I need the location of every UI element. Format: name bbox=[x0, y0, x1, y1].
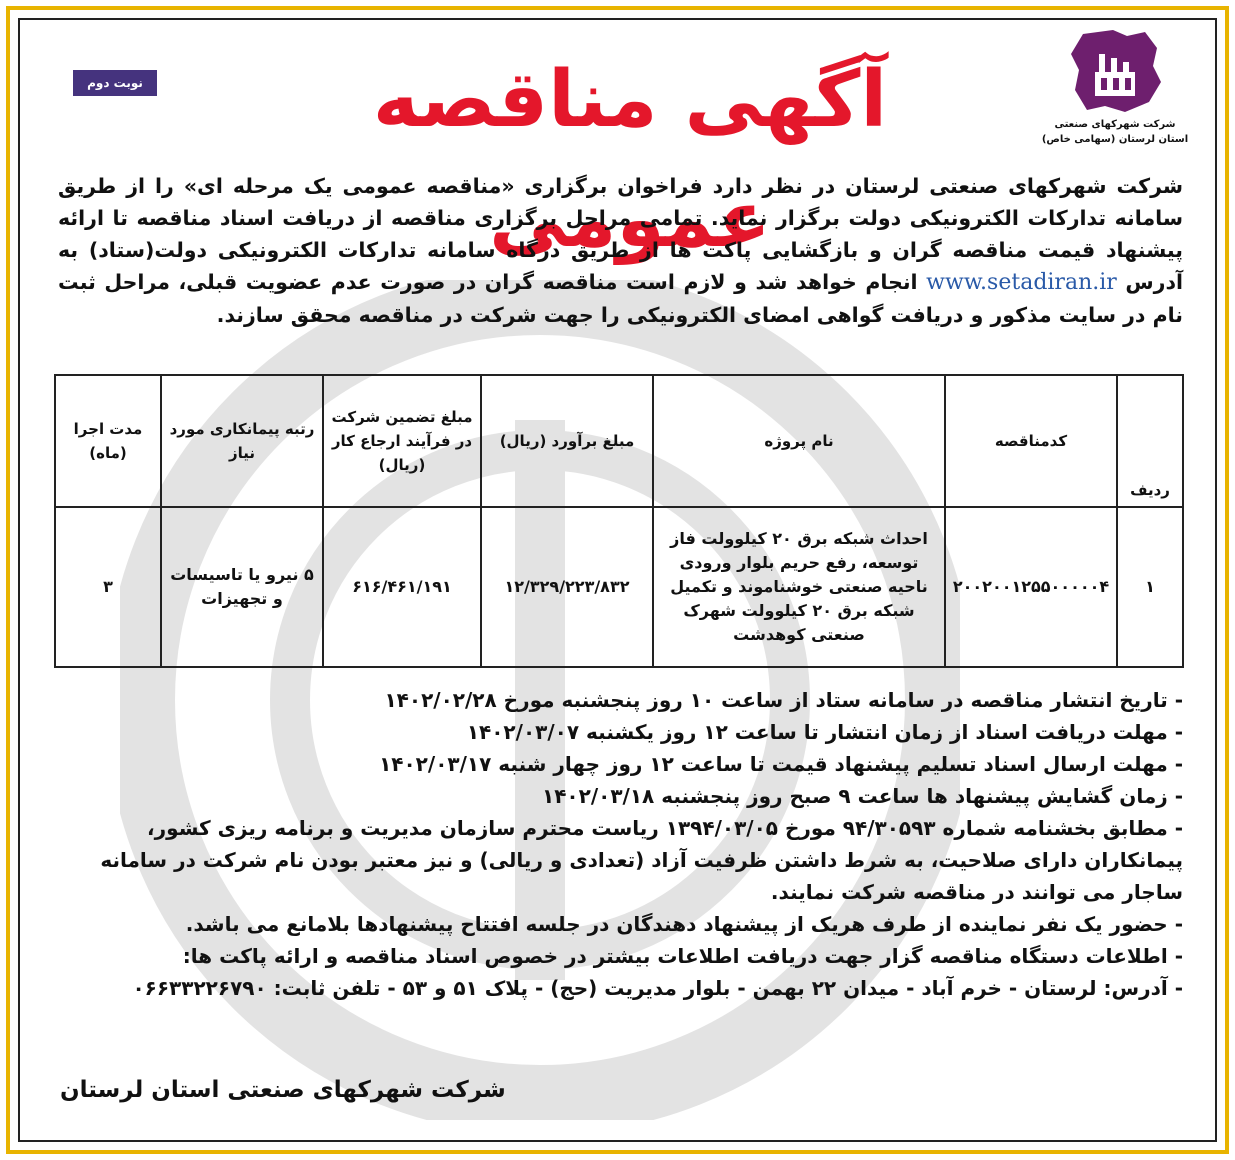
header-estimate: مبلغ برآورد (ریال) bbox=[481, 375, 653, 507]
condition-representative: - حضور یک نفر نماینده از طرف هریک از پیشنهاد دهندگان در جلسه افتتاح پیشنهادها بلامانع می باشد. bbox=[185, 912, 1183, 936]
page-title: آگهی مناقصه عمومی bbox=[372, 55, 888, 265]
cell-project-name: احداث شبکه برق ۲۰ کیلوولت فاز توسعه، رفع حریم بلوار ورودی ناحیه صنعتی خوشناموند و تکمیل شبکه برق ۲۰ کیلوولت شهرک صنعتی کوهدشت bbox=[653, 507, 945, 667]
header-contractor-grade: رتبه پیمانکاری مورد نیاز bbox=[161, 375, 323, 507]
cell-contractor-grade: ۵ نیرو یا تاسیسات و تجهیزات bbox=[161, 507, 323, 667]
header-duration: مدت اجرا (ماه) bbox=[55, 375, 161, 507]
header-tender-code: کدمناقصه bbox=[945, 375, 1117, 507]
condition-submission-deadline: - مهلت ارسال اسناد تسلیم پیشنهاد قیمت تا ساعت ۱۲ روز چهار شنبه ۱۴۰۲/۰۳/۱۷ bbox=[379, 752, 1183, 776]
cell-row-no: ۱ bbox=[1117, 507, 1183, 667]
cell-duration: ۳ bbox=[55, 507, 161, 667]
intro-text-after-url: انجام خواهد شد و لازم است مناقصه گران در صورت عدم عضویت قبلی، مراحل ثبت نام در سایت مذکور و دریافت گواهی امضای الکترونیکی را جهت شرکت در مناقصه محقق سازند. bbox=[58, 270, 1183, 327]
header-row-no: ردیف bbox=[1117, 375, 1183, 507]
header-guarantee: مبلغ تضمین شرکت در فرآیند ارجاع کار (ریال) bbox=[323, 375, 481, 507]
intro-paragraph bbox=[58, 170, 1183, 331]
table-row bbox=[55, 507, 1183, 667]
tender-table bbox=[54, 374, 1184, 668]
header-project-name: نام پروژه bbox=[653, 375, 945, 507]
condition-address: - آدرس: لرستان - خرم آباد - میدان ۲۲ بهمن - بلوار مدیریت (حج) - پلاک ۵۱ و ۵۳ - تلفن ثابت: ۰۶۶۳۳۲۲۶۷۹۰ bbox=[132, 976, 1183, 1000]
cell-tender-code: ۲۰۰۲۰۰۱۲۵۵۰۰۰۰۰۴ bbox=[945, 507, 1117, 667]
condition-eligibility: - مطابق بخشنامه شماره ۹۴/۳۰۵۹۳ مورخ ۱۳۹۴/۰۳/۰۵ ریاست محترم سازمان مدیریت و برنامه ریزی کشور، پیمانکاران دارای صلاحیت، به شرط داشتن ظرفیت آزاد (تعدادی و ریالی) و نیز معتبر بودن نام شرکت در سامانه ساجار می توانند در مناقصه شرکت نمایند. bbox=[100, 816, 1183, 904]
condition-document-deadline: - مهلت دریافت اسناد از زمان انتشار تا ساعت ۱۲ روز یکشنبه ۱۴۰۲/۰۳/۰۷ bbox=[466, 720, 1183, 744]
iran-map-factory-icon bbox=[1065, 26, 1165, 116]
cell-estimate: ۱۲/۳۲۹/۲۲۳/۸۳۲ bbox=[481, 507, 653, 667]
conditions-list bbox=[58, 684, 1183, 1004]
cell-guarantee: ۶۱۶/۴۶۱/۱۹۱ bbox=[323, 507, 481, 667]
logo-caption-line1: شرکت شهرکهای صنعتی bbox=[1054, 119, 1176, 130]
condition-opening-time: - زمان گشایش پیشنهاد ها ساعت ۹ صبح روز پنجشنبه ۱۴۰۲/۰۳/۱۸ bbox=[542, 784, 1183, 808]
condition-publish-date: - تاریخ انتشار مناقصه در سامانه ستاد از ساعت ۱۰ روز پنجشنبه مورخ ۱۴۰۲/۰۲/۲۸ bbox=[384, 688, 1183, 712]
table-header-row bbox=[55, 375, 1183, 507]
intro-text-before-url: شرکت شهرکهای صنعتی لرستان در نظر دارد فراخوان برگزاری «مناقصه عمومی یک مرحله ای» را از طریق سامانه تدارکات الکترونیکی دولت برگزار نماید. تمامی مراحل برگزاری مناقصه از دریافت اسناد مناقصه تا ارائه پیشنهاد قیمت مناقصه گران و بازگشایی پاکت ها از طریق درگاه سامانه تدارکات الکترونیکی دولت(ستاد) به آدرس bbox=[58, 174, 1184, 294]
condition-contact-info: - اطلاعات دستگاه مناقصه گزار جهت دریافت اطلاعات بیشتر در خصوص اسناد مناقصه و ارائه پاکت ها: bbox=[182, 944, 1183, 968]
setadiran-link[interactable]: www.setadiran.ir bbox=[926, 270, 1117, 295]
round-badge: نوبت دوم bbox=[73, 70, 157, 96]
company-logo bbox=[1040, 26, 1190, 156]
company-signature: شرکت شهرکهای صنعتی استان لرستان bbox=[60, 1077, 506, 1103]
logo-caption-line2: استان لرستان (سهامی خاص) bbox=[1041, 134, 1189, 145]
